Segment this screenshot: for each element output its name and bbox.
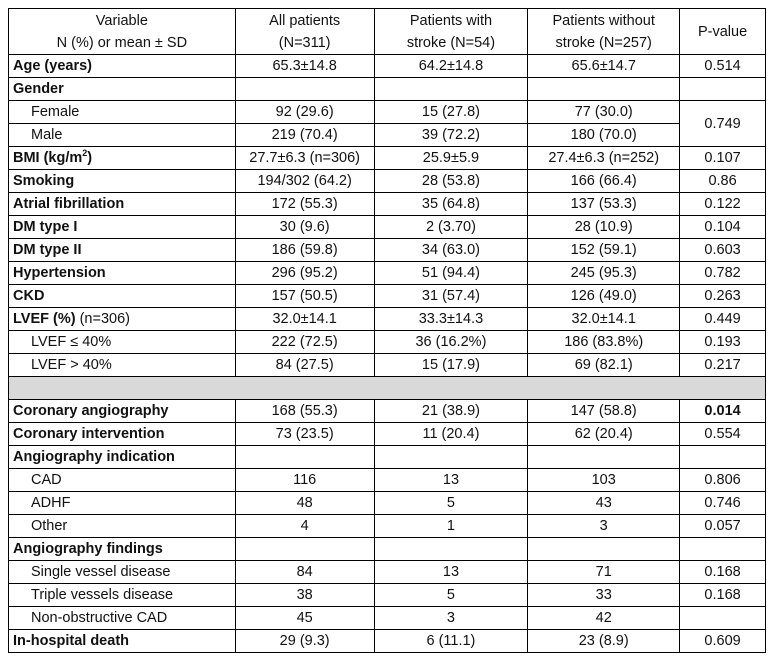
row-label: Triple vessels disease <box>9 584 236 607</box>
cell-stroke: 21 (38.9) <box>374 400 528 423</box>
cell-pvalue: 0.168 <box>680 561 766 584</box>
cell-nostroke: 33 <box>528 584 680 607</box>
header-variable-line1: Variable <box>95 12 148 29</box>
cell-nostroke: 103 <box>528 469 680 492</box>
table-row-angiography-indication <box>9 446 766 469</box>
table-row-lvef-le40 <box>9 331 766 354</box>
header-all-line1: All patients <box>269 12 341 29</box>
table-row-smoking <box>9 170 766 193</box>
header-without-stroke <box>528 9 680 55</box>
table-row-gender <box>9 78 766 101</box>
cell-stroke: 5 <box>374 584 528 607</box>
cell-pvalue <box>680 607 766 630</box>
cell-empty <box>374 538 528 561</box>
header-pvalue: P-value <box>680 9 766 55</box>
cell-empty <box>528 78 680 101</box>
cell-pvalue: 0.603 <box>680 239 766 262</box>
cell-nostroke: 180 (70.0) <box>528 124 680 147</box>
table-row-female <box>9 101 766 124</box>
header-variable <box>9 9 236 55</box>
table-row-hypertension <box>9 262 766 285</box>
cell-stroke: 51 (94.4) <box>374 262 528 285</box>
bmi-label-sup: 2 <box>82 148 88 159</box>
header-nostroke-line1: Patients without <box>552 12 655 29</box>
table-row-age <box>9 55 766 78</box>
cell-nostroke: 69 (82.1) <box>528 354 680 377</box>
table-row-dm1 <box>9 216 766 239</box>
cell-stroke: 3 <box>374 607 528 630</box>
row-label: CKD <box>9 285 236 308</box>
table-row-lvef <box>9 308 766 331</box>
cell-empty <box>374 446 528 469</box>
cell-all: 65.3±14.8 <box>235 55 374 78</box>
cell-pvalue: 0.806 <box>680 469 766 492</box>
cell-pvalue: 0.104 <box>680 216 766 239</box>
cell-all: 4 <box>235 515 374 538</box>
cell-all: 45 <box>235 607 374 630</box>
cell-all: 48 <box>235 492 374 515</box>
table-row-bmi <box>9 147 766 170</box>
cell-pvalue-gender: 0.749 <box>680 101 766 147</box>
cell-all: 27.7±6.3 (n=306) <box>235 147 374 170</box>
row-label: Single vessel disease <box>9 561 236 584</box>
row-label: DM type II <box>9 239 236 262</box>
table-row-single-vessel <box>9 561 766 584</box>
cell-all: 296 (95.2) <box>235 262 374 285</box>
cell-nostroke: 27.4±6.3 (n=252) <box>528 147 680 170</box>
cell-pvalue: 0.168 <box>680 584 766 607</box>
table-row-coronary-angiography <box>9 400 766 423</box>
cell-pvalue: 0.86 <box>680 170 766 193</box>
row-label: Other <box>9 515 236 538</box>
cell-stroke: 31 (57.4) <box>374 285 528 308</box>
row-label: Coronary intervention <box>9 423 236 446</box>
cell-empty <box>374 78 528 101</box>
cell-pvalue-significant: 0.014 <box>680 400 766 423</box>
table-row-dm2 <box>9 239 766 262</box>
row-label: Atrial fibrillation <box>9 193 236 216</box>
bmi-label-end: ) <box>87 150 93 166</box>
cell-empty <box>680 78 766 101</box>
cell-nostroke: 77 (30.0) <box>528 101 680 124</box>
cell-empty <box>528 446 680 469</box>
cell-all: 38 <box>235 584 374 607</box>
cell-pvalue: 0.746 <box>680 492 766 515</box>
cell-stroke: 34 (63.0) <box>374 239 528 262</box>
cell-all: 194/302 (64.2) <box>235 170 374 193</box>
cell-pvalue: 0.057 <box>680 515 766 538</box>
cell-all: 219 (70.4) <box>235 124 374 147</box>
cell-nostroke: 147 (58.8) <box>528 400 680 423</box>
cell-stroke: 2 (3.70) <box>374 216 528 239</box>
cell-empty <box>235 446 374 469</box>
header-row <box>9 9 766 55</box>
cell-stroke: 64.2±14.8 <box>374 55 528 78</box>
cell-stroke: 25.9±5.9 <box>374 147 528 170</box>
row-label: LVEF > 40% <box>9 354 236 377</box>
row-label: ADHF <box>9 492 236 515</box>
table-row-adhf <box>9 492 766 515</box>
cell-nostroke: 62 (20.4) <box>528 423 680 446</box>
cell-all: 84 (27.5) <box>235 354 374 377</box>
cell-stroke: 13 <box>374 469 528 492</box>
row-label: Female <box>9 101 236 124</box>
table-row-lvef-gt40 <box>9 354 766 377</box>
cell-nostroke: 3 <box>528 515 680 538</box>
row-label: Non-obstructive CAD <box>9 607 236 630</box>
cell-nostroke: 43 <box>528 492 680 515</box>
row-label: Angiography indication <box>9 446 236 469</box>
separator-row <box>9 377 766 400</box>
cell-nostroke: 186 (83.8%) <box>528 331 680 354</box>
row-label: Male <box>9 124 236 147</box>
separator-cell <box>9 377 766 400</box>
cell-pvalue: 0.782 <box>680 262 766 285</box>
table-row-af <box>9 193 766 216</box>
cell-pvalue: 0.217 <box>680 354 766 377</box>
cell-all: 157 (50.5) <box>235 285 374 308</box>
cell-stroke: 6 (11.1) <box>374 630 528 653</box>
row-label-lvef <box>9 308 236 331</box>
table-row-angiography-findings <box>9 538 766 561</box>
table-row-coronary-intervention <box>9 423 766 446</box>
cell-stroke: 11 (20.4) <box>374 423 528 446</box>
row-label: Hypertension <box>9 262 236 285</box>
cell-all: 116 <box>235 469 374 492</box>
cell-nostroke: 126 (49.0) <box>528 285 680 308</box>
table-row-other <box>9 515 766 538</box>
cell-all: 222 (72.5) <box>235 331 374 354</box>
cell-stroke: 5 <box>374 492 528 515</box>
cell-stroke: 15 (17.9) <box>374 354 528 377</box>
cell-stroke: 36 (16.2%) <box>374 331 528 354</box>
row-label: CAD <box>9 469 236 492</box>
cell-pvalue: 0.609 <box>680 630 766 653</box>
cell-all: 29 (9.3) <box>235 630 374 653</box>
cell-stroke: 35 (64.8) <box>374 193 528 216</box>
cell-all: 84 <box>235 561 374 584</box>
cell-nostroke: 245 (95.3) <box>528 262 680 285</box>
header-stroke-line1: Patients with <box>409 12 493 29</box>
bmi-label: BMI (kg/m <box>13 150 83 166</box>
table-row-male <box>9 124 766 147</box>
cell-stroke: 1 <box>374 515 528 538</box>
row-label: Smoking <box>9 170 236 193</box>
cell-nostroke: 32.0±14.1 <box>528 308 680 331</box>
cell-pvalue: 0.193 <box>680 331 766 354</box>
table-row-non-obstructive <box>9 607 766 630</box>
row-label: In-hospital death <box>9 630 236 653</box>
cell-pvalue: 0.514 <box>680 55 766 78</box>
row-label: Coronary angiography <box>9 400 236 423</box>
row-label: Gender <box>9 78 236 101</box>
patient-characteristics-table <box>8 8 766 653</box>
row-label: DM type I <box>9 216 236 239</box>
header-all-line2: (N=311) <box>278 34 331 51</box>
header-all-patients <box>235 9 374 55</box>
cell-nostroke: 152 (59.1) <box>528 239 680 262</box>
cell-nostroke: 28 (10.9) <box>528 216 680 239</box>
cell-stroke: 13 <box>374 561 528 584</box>
cell-pvalue: 0.263 <box>680 285 766 308</box>
table-row-ckd <box>9 285 766 308</box>
lvef-label-suffix: (n=306) <box>75 311 130 327</box>
cell-all: 186 (59.8) <box>235 239 374 262</box>
cell-stroke: 28 (53.8) <box>374 170 528 193</box>
cell-pvalue: 0.122 <box>680 193 766 216</box>
cell-nostroke: 42 <box>528 607 680 630</box>
cell-pvalue: 0.554 <box>680 423 766 446</box>
lvef-label: LVEF (%) <box>13 311 76 327</box>
cell-empty <box>680 538 766 561</box>
header-stroke-line2: stroke (N=54) <box>406 34 496 51</box>
cell-stroke: 39 (72.2) <box>374 124 528 147</box>
row-label-bmi <box>9 147 236 170</box>
cell-stroke: 33.3±14.3 <box>374 308 528 331</box>
cell-empty <box>235 538 374 561</box>
header-variable-line2: N (%) or mean ± SD <box>56 34 188 51</box>
header-nostroke-line2: stroke (N=257) <box>555 34 652 51</box>
table-row-triple-vessels <box>9 584 766 607</box>
table-row-cad <box>9 469 766 492</box>
cell-empty <box>528 538 680 561</box>
row-label: Angiography findings <box>9 538 236 561</box>
cell-pvalue: 0.449 <box>680 308 766 331</box>
cell-all: 73 (23.5) <box>235 423 374 446</box>
cell-empty <box>680 446 766 469</box>
cell-nostroke: 71 <box>528 561 680 584</box>
cell-nostroke: 65.6±14.7 <box>528 55 680 78</box>
cell-nostroke: 23 (8.9) <box>528 630 680 653</box>
table-row-death <box>9 630 766 653</box>
row-label: LVEF ≤ 40% <box>9 331 236 354</box>
cell-all: 92 (29.6) <box>235 101 374 124</box>
cell-all: 168 (55.3) <box>235 400 374 423</box>
cell-all: 32.0±14.1 <box>235 308 374 331</box>
header-with-stroke <box>374 9 528 55</box>
cell-empty <box>235 78 374 101</box>
cell-all: 30 (9.6) <box>235 216 374 239</box>
cell-pvalue: 0.107 <box>680 147 766 170</box>
cell-all: 172 (55.3) <box>235 193 374 216</box>
row-label: Age (years) <box>9 55 236 78</box>
cell-nostroke: 166 (66.4) <box>528 170 680 193</box>
cell-stroke: 15 (27.8) <box>374 101 528 124</box>
cell-nostroke: 137 (53.3) <box>528 193 680 216</box>
